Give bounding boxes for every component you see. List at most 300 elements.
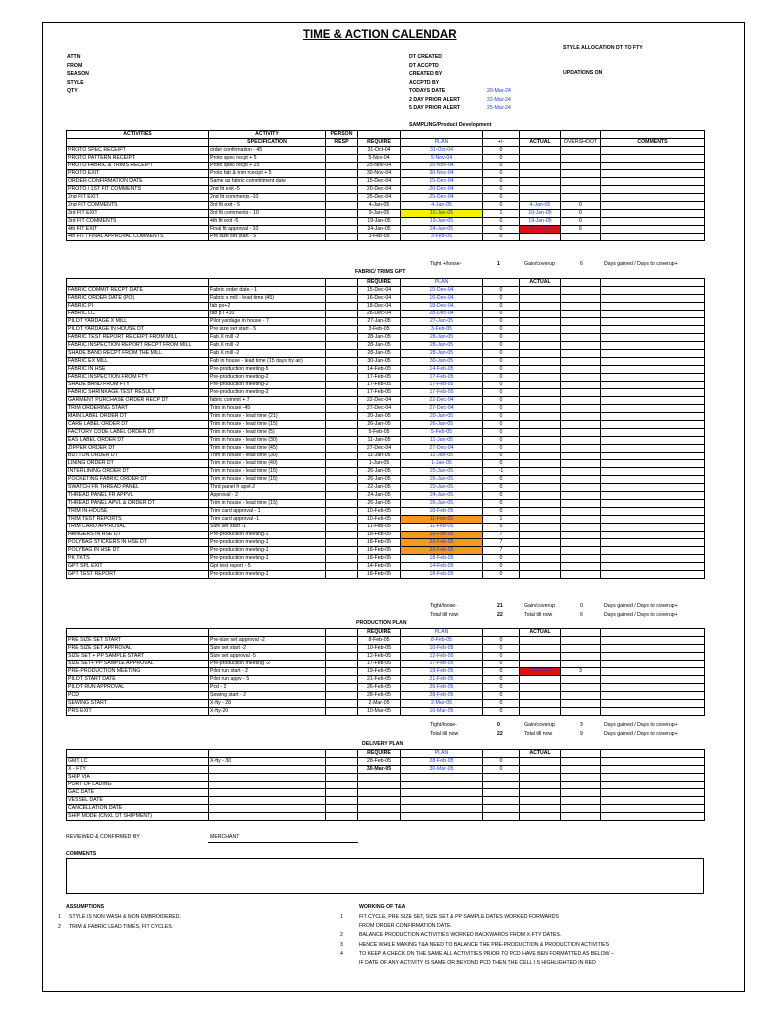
require-date: 27-Dec-04: [358, 405, 401, 413]
list-text: STYLE IS NON WASH & NON EMBROIDERED.: [69, 914, 181, 920]
actual-date: [520, 389, 561, 397]
header-label: SEASON: [67, 71, 89, 77]
plus-minus: 0: [483, 436, 520, 444]
activity-spec: [209, 781, 326, 789]
plan-date: 12-Feb-05: [401, 652, 483, 660]
overshoot: [561, 476, 601, 484]
activity-spec: [209, 773, 326, 781]
table-cell: [326, 468, 358, 476]
overshoot: [561, 294, 601, 302]
activity-spec: Trim in house - lead time (40): [209, 460, 326, 468]
col-plan: PLAN: [401, 750, 483, 758]
summary-label: Gain/coverup: [524, 722, 555, 728]
activity-spec: Pilot yardage in house - 7: [209, 318, 326, 326]
activity-table: [66, 628, 705, 716]
table-cell: [326, 279, 358, 287]
overshoot: [561, 684, 601, 692]
plan-date: 8-Feb-05: [401, 636, 483, 644]
table-cell: [326, 781, 358, 789]
summary-label: Total till now: [430, 730, 459, 737]
header-label: DT CREATED: [409, 54, 443, 60]
header-value: 25-Mar-24: [487, 105, 511, 111]
table-row: [67, 805, 705, 813]
actual-date: [520, 373, 561, 381]
require-date: 28-Feb-05: [358, 757, 401, 765]
require-date: 10-Feb-05: [358, 644, 401, 652]
activity-spec: Trim in house - lead time (45): [209, 444, 326, 452]
require-date: 14-Feb-05: [358, 365, 401, 373]
plan-date: 2-Mar-05: [401, 700, 483, 708]
activity-spec: Pilot run appv - 5: [209, 676, 326, 684]
activity-name: CARE LABEL ORDER DT: [67, 421, 209, 429]
table-row: [67, 233, 705, 241]
plus-minus: 0: [483, 499, 520, 507]
table-cell: [561, 279, 601, 287]
list-number: 2: [340, 932, 343, 939]
list-text: HENCE WHILE MAKING T&A NEED TO BALANCE THE PRE-PRODUCTION & PRODUCTION ACTIVITIES: [359, 941, 610, 948]
activity-name: FACTORY CODE LABEL ORDER DT: [67, 428, 209, 436]
plus-minus: 0: [483, 381, 520, 389]
require-date: 20-Jan-05: [358, 413, 401, 421]
table-row: [67, 138, 705, 146]
plan-date: 14-Feb-05: [401, 365, 483, 373]
table-cell: [601, 436, 705, 444]
actual-date: [520, 499, 561, 507]
overshoot: [561, 757, 601, 765]
actual-date: [520, 507, 561, 515]
actual-date: [520, 357, 561, 365]
activity-name: MAIN LABEL ORDER DT: [67, 413, 209, 421]
comments-box[interactable]: [66, 858, 704, 894]
overshoot: [561, 692, 601, 700]
table-row: [67, 684, 705, 692]
overshoot: [561, 644, 601, 652]
activity-name: TRIM TEST REPORTS: [67, 515, 209, 523]
require-date: 24-Jan-05: [358, 492, 401, 500]
table-cell: [326, 334, 358, 342]
plan-date: 14-Feb-05: [401, 563, 483, 571]
actual-date: [520, 436, 561, 444]
table-row: [67, 660, 705, 668]
table-cell: [601, 555, 705, 563]
plan-date: 11-Jan-05: [401, 436, 483, 444]
plus-minus: 0: [483, 186, 520, 194]
plus-minus: 0: [483, 217, 520, 225]
activity-spec: 3rd fit comments - 10: [209, 209, 326, 217]
table-cell: [601, 452, 705, 460]
activity-name: TRIM ORDERING START: [67, 405, 209, 413]
overshoot: [561, 310, 601, 318]
table-row: [67, 170, 705, 178]
table-cell: [67, 629, 209, 637]
plus-minus: 0: [483, 334, 520, 342]
table-cell: [601, 684, 705, 692]
table-row: [67, 310, 705, 318]
activity-spec: Fab X mill -2: [209, 334, 326, 342]
activity-spec: Pre-production meeting -2: [209, 660, 326, 668]
table-row: [67, 644, 705, 652]
activity-name: SHIP MODE (CNXL DT SHIPMENT): [67, 813, 209, 821]
list-number: 3: [340, 941, 343, 948]
require-date: 8-Feb-05: [358, 636, 401, 644]
plus-minus: 0: [483, 476, 520, 484]
overshoot: [561, 700, 601, 708]
actual-date: [520, 444, 561, 452]
table-cell: [601, 357, 705, 365]
actual-date: [520, 162, 561, 170]
plus-minus: 7: [483, 547, 520, 555]
table-cell: [326, 194, 358, 202]
plus-minus: 0: [483, 765, 520, 773]
col-require: REQUIRE: [358, 138, 401, 146]
summary-label: Days gained / Days to coverup+: [604, 730, 678, 737]
require-date: [358, 773, 401, 781]
plan-date: [401, 773, 483, 781]
header-label: DT ACCPTD: [409, 62, 439, 69]
table-cell: [326, 507, 358, 515]
table-cell: [209, 629, 326, 637]
actual-date: [520, 547, 561, 555]
require-date: 9-Jan-05: [358, 209, 401, 217]
table-row: [67, 452, 705, 460]
require-date: 20-Dec-04: [358, 186, 401, 194]
table-cell: [601, 629, 705, 637]
require-date: 17-Feb-05: [358, 389, 401, 397]
table-cell: [326, 233, 358, 241]
plus-minus: 0: [483, 405, 520, 413]
plus-minus: 0: [483, 365, 520, 373]
activity-name: CANCELLATION DATE: [67, 805, 209, 813]
activity-name: PROTO / 1ST FIT COMMENTS: [67, 186, 209, 194]
overshoot: [561, 302, 601, 310]
overshoot: [561, 421, 601, 429]
overshoot: [561, 146, 601, 154]
overshoot: [561, 444, 601, 452]
table-cell: [601, 209, 705, 217]
activity-name: GPT SPL EXIT: [67, 563, 209, 571]
table-cell: [601, 707, 705, 715]
activity-spec: Approval - 2: [209, 492, 326, 500]
activity-spec: Trim in house - lead time (15): [209, 476, 326, 484]
table-cell: [326, 302, 358, 310]
overshoot: [561, 162, 601, 170]
activity-name: GAC DATE: [67, 789, 209, 797]
plus-minus: 0: [483, 373, 520, 381]
table-row: [67, 781, 705, 789]
activity-spec: Pre-production meeting-1: [209, 570, 326, 578]
overshoot: [561, 773, 601, 781]
header-label: 2 DAY PRIOR ALERT: [409, 96, 461, 103]
overshoot: 0: [561, 202, 601, 210]
table-cell: [326, 484, 358, 492]
plus-minus: 0: [483, 326, 520, 334]
table-row: [67, 668, 705, 676]
activity-name: X - FTY: [67, 765, 209, 773]
header-value: 22-Mar-24: [487, 96, 511, 103]
overshoot: [561, 492, 601, 500]
plan-date: 27-Dec-04: [401, 405, 483, 413]
require-date: [358, 805, 401, 813]
table-cell: [326, 178, 358, 186]
summary-label: Days gained / Days to coverup+: [604, 611, 678, 618]
col-require: REQUIRE: [358, 279, 401, 287]
table-cell: [326, 668, 358, 676]
activity-spec: Size set start -2: [209, 644, 326, 652]
require-date: 10-Feb-05: [358, 515, 401, 523]
activity-name: EAS LABEL ORDER DT: [67, 436, 209, 444]
require-date: 21-Feb-05: [358, 676, 401, 684]
plus-minus: 0: [483, 154, 520, 162]
overshoot: [561, 334, 601, 342]
working-title: WORKING OF T&A: [359, 904, 406, 910]
activity-name: PROTO EXIT: [67, 170, 209, 178]
activity-name: PILOT YARDAGE IN HOUSE DT: [67, 326, 209, 334]
header-value: 20-Mar-24: [487, 88, 511, 94]
require-date: 26-Jan-05: [358, 421, 401, 429]
activity-name: PRS EXIT: [67, 707, 209, 715]
plus-minus: 7: [483, 539, 520, 547]
assumptions-title: ASSUMPTIONS: [66, 904, 105, 910]
overshoot: [561, 342, 601, 350]
plus-minus: 0: [483, 757, 520, 765]
table-cell: [601, 310, 705, 318]
summary-label: Tight +/loose-: [430, 261, 462, 267]
actual-date: 10-Jan-05: [520, 209, 561, 217]
table-cell: [326, 389, 358, 397]
table-cell: [601, 350, 705, 358]
actual-date: [520, 660, 561, 668]
plus-minus: 0: [483, 389, 520, 397]
actual-date: [520, 460, 561, 468]
table-cell: [326, 629, 358, 637]
actual-date: [520, 757, 561, 765]
actual-date: [520, 428, 561, 436]
summary-label: Tight/loose-: [430, 603, 457, 609]
plus-minus: 0: [483, 194, 520, 202]
plus-minus: 0: [483, 357, 520, 365]
table-cell: [601, 547, 705, 555]
list-text: FROM ORDER CONFIRMATION DATE.: [359, 923, 452, 930]
activity-spec: Pre-production meeting-1: [209, 555, 326, 563]
activity-name: TRIM CARD APPROVAL: [67, 523, 209, 531]
overshoot: [561, 381, 601, 389]
plan-date: 25-Feb-05: [401, 539, 483, 547]
require-date: 15-Dec-04: [358, 286, 401, 294]
table-cell: [326, 286, 358, 294]
col-require: REQUIRE: [358, 750, 401, 758]
actual-date: [520, 789, 561, 797]
plus-minus: 0: [483, 644, 520, 652]
table-cell: [326, 515, 358, 523]
plan-date: 25-Dec-04: [401, 194, 483, 202]
table-cell: [601, 279, 705, 287]
activity-name: 2nd FIT EXIT: [67, 194, 209, 202]
activity-spec: Proto fab & trim rcecipt + 5: [209, 170, 326, 178]
activity-name: PROTO FABRIC & TRIMS RECEIPT: [67, 162, 209, 170]
table-cell: [601, 373, 705, 381]
plus-minus: [483, 797, 520, 805]
require-date: [358, 789, 401, 797]
reviewed-label: REVIEWED & CONFIRMED BY: [66, 834, 140, 840]
table-row: [67, 444, 705, 452]
col-plan: PLAN: [401, 279, 483, 287]
table-cell: [326, 162, 358, 170]
activity-spec: Pre-production meeting-2: [209, 373, 326, 381]
table-row: [67, 789, 705, 797]
table-cell: [326, 217, 358, 225]
overshoot: [561, 194, 601, 202]
plan-date: [401, 789, 483, 797]
activity-spec: Pre size set start - 5: [209, 233, 326, 241]
table-cell: [601, 765, 705, 773]
require-date: 12-Feb-05: [358, 652, 401, 660]
require-date: 30-Jan-05: [358, 357, 401, 365]
overshoot: [561, 531, 601, 539]
activity-spec: Proto spec recpt + 25: [209, 162, 326, 170]
activity-spec: X-fty-20: [209, 707, 326, 715]
table-cell: [326, 146, 358, 154]
activity-table: [66, 278, 705, 579]
activity-name: THREAD PANEL APVL & ORDER DT: [67, 499, 209, 507]
plan-date: 28-Feb-05: [401, 692, 483, 700]
header-label: FROM: [67, 62, 83, 69]
activity-name: POLYBAG IN HSE DT: [67, 547, 209, 555]
actual-date: [520, 570, 561, 578]
table-cell: [561, 131, 601, 139]
table-cell: [326, 523, 358, 531]
activity-spec: Fab in house - lead time (15 days by air): [209, 357, 326, 365]
plus-minus: 0: [483, 555, 520, 563]
plan-date: 20-Dec-04: [401, 186, 483, 194]
col-plan: PLAN: [401, 629, 483, 637]
plan-date: 28-Jan-05: [401, 350, 483, 358]
table-cell: [326, 436, 358, 444]
plan-date: 17-Feb-05: [401, 389, 483, 397]
table-cell: [601, 773, 705, 781]
activity-name: PRE SIZE SET START: [67, 636, 209, 644]
table-row: [67, 405, 705, 413]
table-row: [67, 547, 705, 555]
header-label: 5 DAY PRIOR ALERT: [409, 105, 461, 111]
plus-minus: 0: [483, 421, 520, 429]
activity-name: PROTO SPEC RECEIPT: [67, 146, 209, 154]
actual-date: [520, 302, 561, 310]
summary-value: 0: [580, 603, 583, 609]
plan-date: 10-Feb-05: [401, 507, 483, 515]
activity-name: SEWING START: [67, 700, 209, 708]
plus-minus: 0: [483, 636, 520, 644]
actual-date: [520, 381, 561, 389]
table-row: [67, 428, 705, 436]
require-date: [358, 781, 401, 789]
plan-date: 31-Oct-04: [401, 146, 483, 154]
require-date: 15-Dec-04: [358, 178, 401, 186]
plan-date: 25-Jan-05: [401, 468, 483, 476]
actual-date: [520, 531, 561, 539]
plus-minus: 0: [483, 484, 520, 492]
table-cell: [326, 421, 358, 429]
actual-date: [520, 318, 561, 326]
table-cell: [401, 131, 483, 139]
table-cell: [326, 757, 358, 765]
plus-minus: 0: [483, 676, 520, 684]
activity-spec: Pre-production meeting-2: [209, 389, 326, 397]
table-row: [67, 707, 705, 715]
plus-minus: 0: [483, 452, 520, 460]
table-cell: [67, 279, 209, 287]
activity-name: 4th FIT EXIT: [67, 225, 209, 233]
section-title: FABRIC/ TRIMS GPT: [355, 269, 406, 275]
activity-name: SHADE BAND FROM FTY: [67, 381, 209, 389]
activity-spec: Fab X mill -2: [209, 342, 326, 350]
activity-name: PRE-PRODUCTION MEETING: [67, 668, 209, 676]
activity-name: FABRIC IN HSE: [67, 365, 209, 373]
table-cell: [601, 334, 705, 342]
table-row: [67, 484, 705, 492]
actual-date: [520, 684, 561, 692]
activity-name: PRE SIZE SET APPROVAL: [67, 644, 209, 652]
overshoot: [561, 413, 601, 421]
table-row: [67, 476, 705, 484]
header-label: CREATED BY: [409, 71, 443, 77]
plus-minus: [483, 805, 520, 813]
actual-date: [520, 310, 561, 318]
activity-spec: [209, 805, 326, 813]
table-row: [67, 765, 705, 773]
table-cell: [601, 492, 705, 500]
table-row: [67, 381, 705, 389]
activity-name: LINING ORDER DT: [67, 460, 209, 468]
table-cell: [601, 652, 705, 660]
activity-spec: [209, 789, 326, 797]
activity-spec: Pre-production meeting-1: [209, 539, 326, 547]
activity-spec: Trim in house -45: [209, 405, 326, 413]
plus-minus: 0: [483, 413, 520, 421]
summary-label: Days gained / Days to coverup+: [604, 722, 678, 728]
overshoot: [561, 170, 601, 178]
plan-date: 17-Feb-05: [401, 660, 483, 668]
table-cell: [601, 397, 705, 405]
activity-name: FABRIC SHRINKAGE TEST RESULT: [67, 389, 209, 397]
table-cell: [326, 555, 358, 563]
table-cell: [601, 202, 705, 210]
plan-date: 17-Feb-05: [401, 381, 483, 389]
table-cell: [601, 484, 705, 492]
table-row: [67, 350, 705, 358]
overshoot: [561, 660, 601, 668]
table-row: [67, 421, 705, 429]
plus-minus: 0: [483, 492, 520, 500]
require-date: [358, 797, 401, 805]
plan-date: 1-Jan-05: [401, 460, 483, 468]
col-actual: ACTUAL: [520, 138, 561, 146]
table-cell: [601, 570, 705, 578]
require-date: 25-Nov-04: [358, 162, 401, 170]
plan-date: 25-Feb-05: [401, 547, 483, 555]
table-cell: [326, 294, 358, 302]
table-row: [67, 279, 705, 287]
table-cell: [358, 131, 401, 139]
overshoot: [561, 233, 601, 241]
table-cell: [601, 797, 705, 805]
plan-date: 22-Dec-04: [401, 397, 483, 405]
summary-label: Days gained / Days to coverup+: [604, 603, 678, 609]
require-date: 27-Dec-04: [358, 444, 401, 452]
table-row: [67, 750, 705, 758]
list-text: TO KEEP A CHECK ON THE SAME ALL ACTIVITIES PRIOR TO PCD HAVE BEN FORMATTED AS BELOW --: [359, 950, 615, 957]
plan-date: 25-Nov-04: [401, 162, 483, 170]
table-cell: [326, 350, 358, 358]
